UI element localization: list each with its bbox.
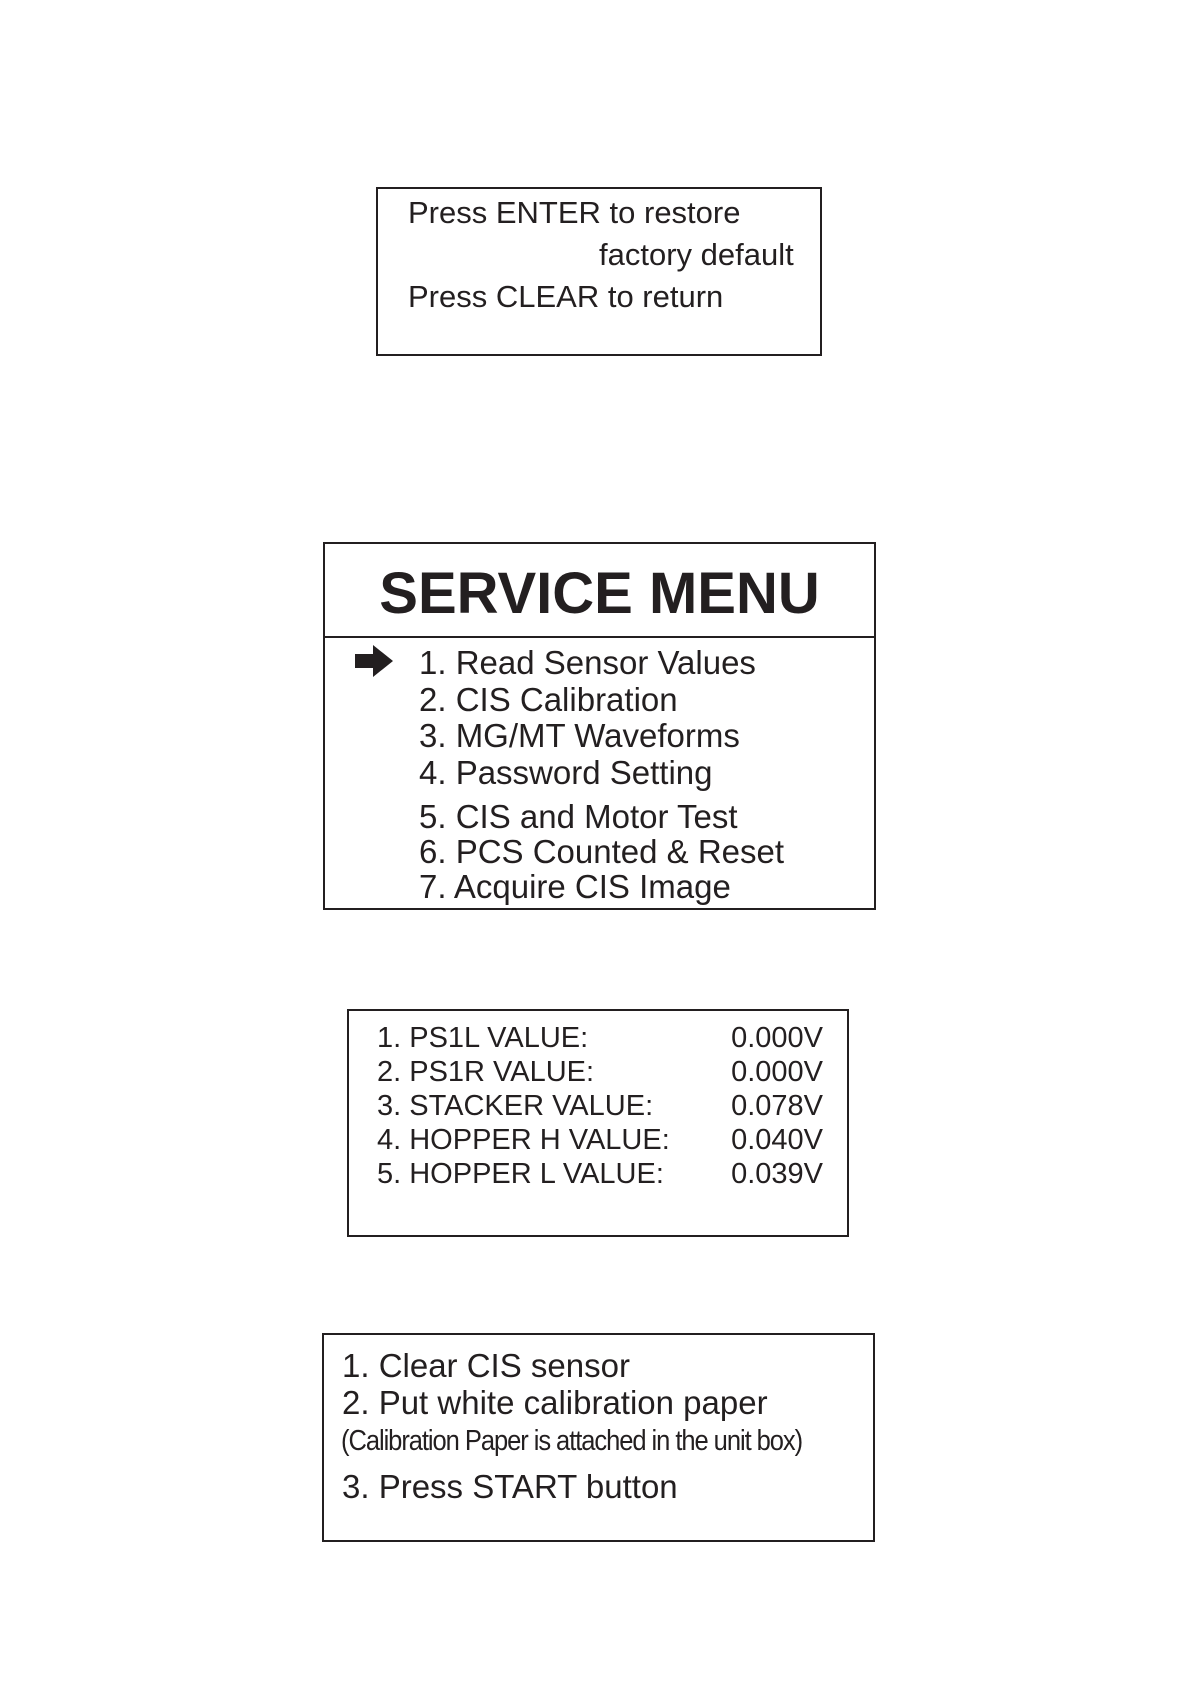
calibration-step-3: 3. Press START button	[342, 1468, 678, 1505]
restore-default-screen	[376, 187, 822, 356]
sensor-value: 0.000V	[731, 1022, 823, 1054]
service-menu-screen	[323, 542, 876, 910]
calibration-step-1: 1. Clear CIS sensor	[342, 1347, 630, 1384]
sensor-label: 4. HOPPER H VALUE:	[377, 1124, 670, 1156]
sensor-row	[377, 1158, 823, 1192]
sensor-row	[377, 1090, 823, 1124]
sensor-label: 5. HOPPER L VALUE:	[377, 1158, 664, 1190]
menu-item-pcs-counted-reset[interactable]: 6. PCS Counted & Reset	[419, 833, 785, 870]
sensor-values-screen	[347, 1009, 849, 1237]
menu-item-password-setting[interactable]: 4. Password Setting	[419, 754, 713, 791]
menu-item-cis-motor-test[interactable]: 5. CIS and Motor Test	[419, 798, 738, 835]
return-prompt-line: Press CLEAR to return	[408, 279, 724, 314]
calibration-step-2: 2. Put white calibration paper	[342, 1384, 768, 1421]
calibration-note: (Calibration Paper is attached in the unit box)	[341, 1425, 803, 1457]
menu-item-mg-mt-waveforms[interactable]: 3. MG/MT Waveforms	[419, 717, 740, 754]
right-arrow-icon	[355, 644, 395, 678]
sensor-value: 0.000V	[731, 1056, 823, 1088]
menu-item-read-sensor-values[interactable]: 1. Read Sensor Values	[419, 644, 756, 681]
restore-prompt-line1: Press ENTER to restore	[408, 195, 741, 230]
sensor-value: 0.078V	[731, 1090, 823, 1122]
sensor-value: 0.040V	[731, 1124, 823, 1156]
sensor-row	[377, 1056, 823, 1090]
title-divider	[325, 636, 874, 638]
sensor-value: 0.039V	[731, 1158, 823, 1190]
sensor-label: 1. PS1L VALUE:	[377, 1022, 589, 1054]
restore-prompt-line2: factory default	[599, 237, 794, 272]
sensor-row	[377, 1022, 823, 1056]
menu-item-cis-calibration[interactable]: 2. CIS Calibration	[419, 681, 678, 718]
service-menu-title: SERVICE MENU	[379, 561, 820, 626]
menu-item-acquire-cis-image[interactable]: 7. Acquire CIS Image	[419, 868, 731, 905]
sensor-row	[377, 1124, 823, 1158]
calibration-instructions-screen	[322, 1333, 875, 1542]
sensor-label: 3. STACKER VALUE:	[377, 1090, 654, 1122]
sensor-label: 2. PS1R VALUE:	[377, 1056, 595, 1088]
